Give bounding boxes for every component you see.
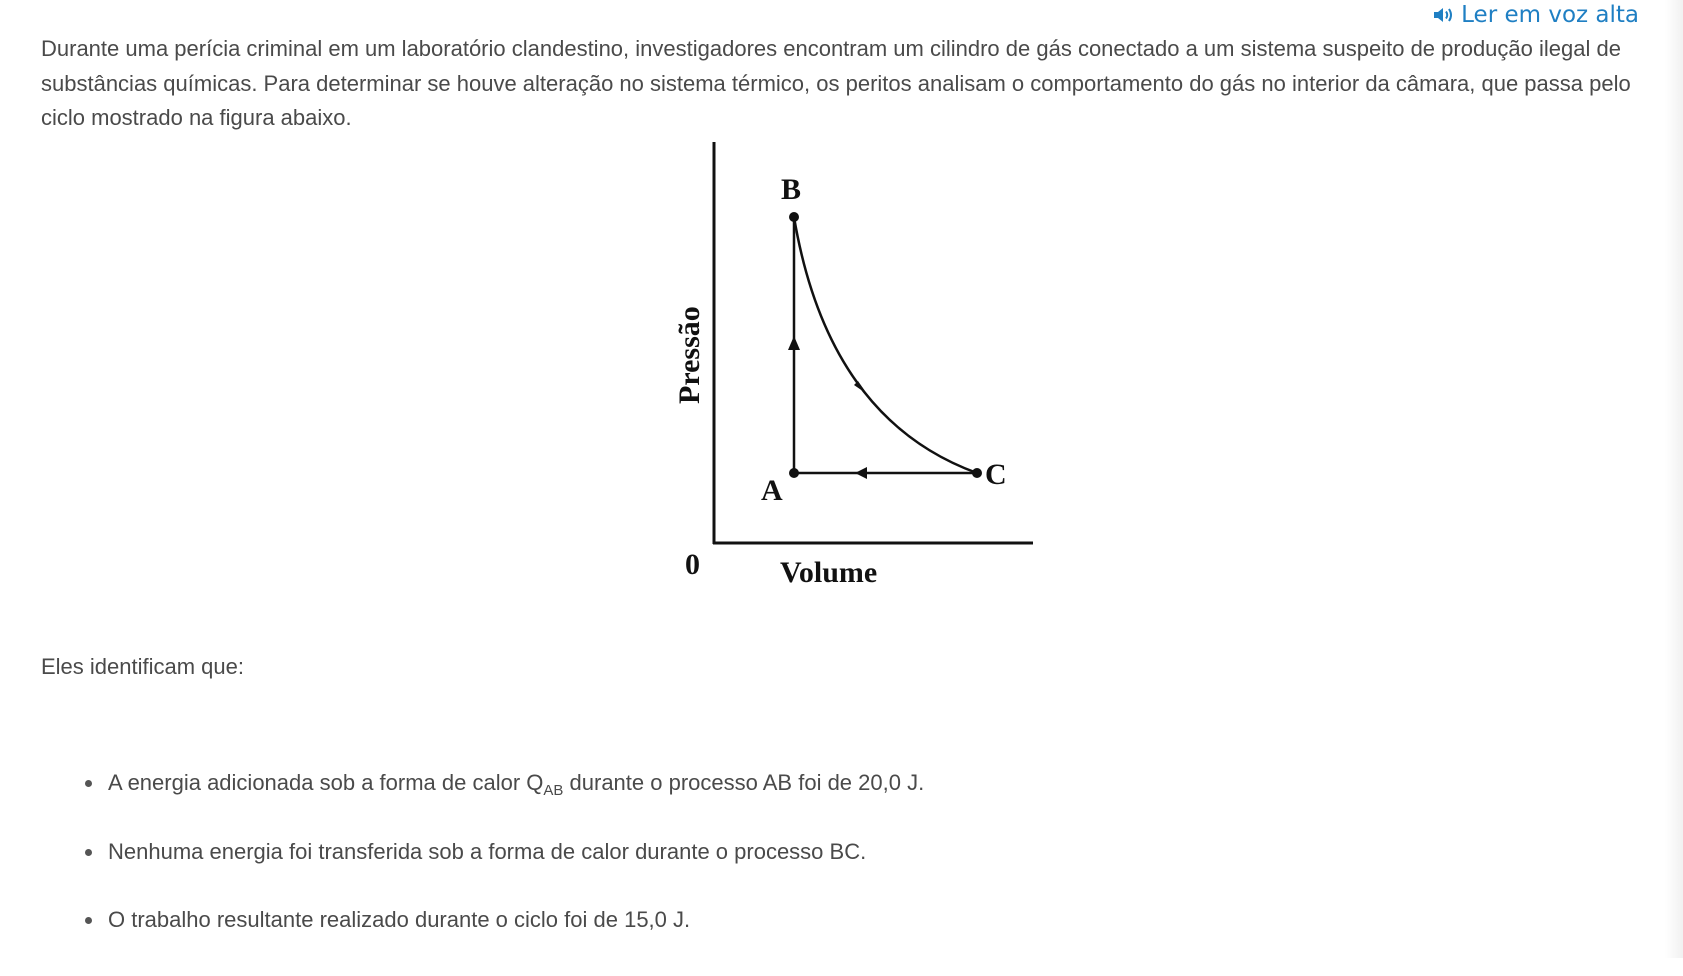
origin-label: 0 (685, 548, 700, 581)
y-axis-label: Pressão (673, 306, 706, 404)
lead-text: Eles identificam que: (41, 654, 244, 679)
label-c: C (985, 458, 1007, 491)
process-bc (794, 217, 977, 473)
facts-list (41, 770, 924, 976)
point-a (789, 468, 799, 478)
speaker-icon (1433, 5, 1455, 25)
question-text: Durante uma perícia criminal em um laboratório clandestino, investigadores encontram um cilindro de gás conectado a um sistema suspeito de produção ilegal de substâncias químicas. Para determinar se houve alteração no sistema térmico, os peritos analisam o comportamento do gás no interior da câmara, que passa pelo ciclo mostrado na figura abaixo. (41, 36, 1631, 130)
bullet-icon (85, 917, 92, 924)
read-aloud-label: Ler em voz alta (1461, 2, 1639, 28)
arrow-ca (855, 467, 867, 479)
list-item: A energia adicionada sob a forma de calor $Q_{AB}$ durante o processo AB foi de 20,0 J. (41, 770, 924, 839)
label-a: A (761, 474, 783, 507)
arrow-ab (788, 336, 800, 350)
x-axis-label: Volume (780, 556, 878, 589)
pv-diagram (655, 142, 1035, 602)
scrollbar-track[interactable] (1665, 0, 1683, 958)
point-b (789, 212, 799, 222)
bullet-icon (85, 780, 92, 787)
list-item: Nenhuma energia foi transferida sob a forma de calor durante o processo BC. (41, 839, 924, 908)
list-item: O trabalho resultante realizado durante o ciclo foi de 15,0 J. (41, 907, 924, 976)
read-aloud-button[interactable] (1433, 2, 1639, 28)
point-c (972, 468, 982, 478)
bullet-icon (85, 849, 92, 856)
label-b: B (781, 173, 802, 206)
